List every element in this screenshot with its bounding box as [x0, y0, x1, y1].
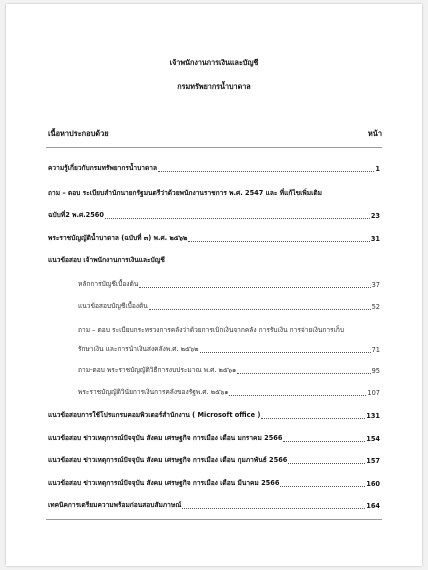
toc-header — [48, 128, 382, 140]
divider-top — [46, 147, 382, 148]
toc-entry-page: 52 — [371, 303, 380, 311]
toc-leader-dots — [280, 486, 365, 487]
toc-entry-text: เทคนิคการเตรียมความพร้อมก่อนสอบสัมภาษณ์ — [48, 501, 182, 509]
toc-leader-dots — [139, 287, 370, 288]
toc-entry-text: ถาม-ตอบ พระราชบัญญัติวิธีการงบประมาณ พ.ศ. ๒๕๖๑ — [78, 366, 237, 374]
toc-entry-text: ความรู้เกี่ยวกับกรมทรัพยากรน้ำบาดาล — [48, 164, 158, 172]
toc-leader-dots — [237, 373, 370, 374]
page-column-label: หน้า — [367, 129, 382, 138]
toc-subentry-line1[interactable]: ถาม – ตอบ ระเบียบกระทรวงการคลังว่าด้วยการเบิกเงินจากคลัง การรับเงิน การจ่ายเงินการเก็บ — [78, 326, 345, 334]
toc-entry-text: พระราชบัญญัติวินัยการเงินการคลังของรัฐพ.ศ. ๒๕๖๑ — [78, 388, 229, 396]
toc-entry-page: 157 — [366, 457, 380, 465]
toc-entry[interactable] — [48, 477, 380, 488]
toc-subentry[interactable] — [78, 364, 380, 375]
toc-entry-text: ฉบับที่2 พ.ศ.2560 — [48, 211, 104, 219]
toc-entry-page: 71 — [371, 346, 380, 354]
toc-section-heading: แนวข้อสอบ เจ้าพนักงานการเงินและบัญชี — [48, 256, 165, 264]
toc-entry[interactable] — [48, 409, 380, 420]
toc-entry[interactable] — [48, 162, 380, 173]
toc-entry-page: 131 — [366, 412, 380, 420]
document-subtitle: กรมทรัพยากรน้ำบาดาล — [177, 82, 251, 91]
toc-entry[interactable] — [48, 232, 380, 243]
toc-leader-dots — [200, 352, 371, 353]
document-page — [6, 4, 422, 566]
toc-leader-dots — [261, 418, 365, 419]
toc-leader-dots — [188, 241, 370, 242]
toc-leader-dots — [149, 309, 371, 310]
toc-subentry[interactable] — [78, 386, 380, 397]
toc-entry-text: หลักการบัญชีเบื้องต้น — [78, 280, 139, 288]
document-title: เจ้าพนักงานการเงินและบัญชี — [169, 58, 259, 67]
toc-subentry[interactable] — [78, 343, 380, 354]
toc-entry-page: 1 — [375, 165, 380, 173]
toc-entry-page: 31 — [370, 235, 380, 243]
toc-entry[interactable] — [48, 432, 380, 443]
toc-entry-page: 95 — [371, 367, 380, 375]
toc-entry-text: พระราชบัญญัติน้ำบาดาล (ฉบับที่ ๓) พ.ศ. ๒๕๖๒ — [48, 234, 188, 242]
contents-label: เนื้อหาประกอบด้วย — [48, 129, 109, 138]
toc-entry-text: แนวข้อสอบการใช้โปรแกรมคอมพิวเตอร์สำนักงาน ( Microsoft office ) — [48, 411, 261, 419]
toc-subentry[interactable] — [78, 278, 380, 289]
toc-leader-dots — [283, 441, 365, 442]
toc-leader-dots — [105, 218, 370, 219]
toc-entry-text: แนวข้อสอบ ข่าวเหตุการณ์ปัจจุบัน สังคม เศรษฐกิจ การเมือง เดือน มีนาคม 2566 — [48, 479, 280, 487]
toc-entry-page: 164 — [366, 502, 380, 510]
toc-leader-dots — [158, 171, 374, 172]
toc-entry-page: 107 — [367, 389, 380, 397]
toc-entry-text: แนวข้อสอบ ข่าวเหตุการณ์ปัจจุบัน สังคม เศรษฐกิจ การเมือง เดือน มกราคม 2566 — [48, 434, 283, 442]
divider-bottom — [46, 519, 382, 520]
toc-subentry[interactable] — [78, 300, 380, 311]
toc-entry-page: 160 — [366, 480, 380, 488]
toc-leader-dots — [288, 463, 365, 464]
toc-entry-text: แนวข้อสอบ ข่าวเหตุการณ์ปัจจุบัน สังคม เศรษฐกิจ การเมือง เดือน กุมภาพันธ์ 2566 — [48, 456, 288, 464]
toc-leader-dots — [229, 395, 366, 396]
toc-entry[interactable] — [48, 499, 380, 510]
toc-entry-line1[interactable]: ถาม – ตอบ ระเบียบสำนักนายกรัฐมนตรีว่าด้วยพนักงานราชการ พ.ศ. 2547 และ ที่แก้ไขเพิ่มเติม — [48, 189, 323, 197]
toc-entry-page: 23 — [370, 212, 380, 220]
toc-entry-page: 37 — [371, 281, 380, 289]
toc-leader-dots — [182, 508, 365, 509]
toc-entry-text: แนวข้อสอบบัญชีเบื้องต้น — [78, 302, 148, 310]
toc-entry[interactable] — [48, 209, 380, 220]
toc-entry-text: รักษาเงิน และการนำเงินส่งคลังพ.ศ. ๒๕๖๒ — [78, 345, 199, 353]
toc-entry-page: 154 — [366, 435, 380, 443]
toc-entry[interactable] — [48, 454, 380, 465]
